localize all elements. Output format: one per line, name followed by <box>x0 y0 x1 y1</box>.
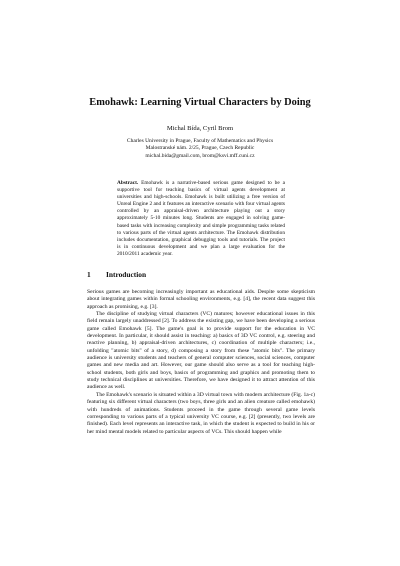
section-number: 1 <box>87 270 91 279</box>
body-text <box>87 289 315 436</box>
section-title: Introduction <box>106 270 147 279</box>
abstract <box>117 180 285 258</box>
paragraph: Serious games are becoming increasingly important as educational aids. Despite some skepticism about integrating games within formal schooling environments, e.g. [4], the recent data suggest this approach as promising, e.g. [3]. <box>87 289 315 310</box>
affiliation-line: Malostranské nám. 2/25, Prague, Czech Republic <box>145 145 255 152</box>
affiliation-line: Charles University in Prague, Faculty of Mathematics and Physics <box>126 138 274 144</box>
section-heading <box>87 270 146 279</box>
affiliation-block <box>0 138 400 160</box>
paragraph: The discipline of studying virtual characters (VC) matures; however educational issues in this field remain largely unaddressed [2]. To address the existing gap, we have been developing a serious game called Emohawk [5]. The game's goal is to provide support for the education in VC development. In particular, it should assist in teaching: a) basics of 3D VC control, e.g. steering and reactive planning, b) appraisal-driven architectures, c) coordination of multiple characters; i.e., unfolding "atomic bits" of a story, d) composing a story from these "atomic bits". The primary audience is university students and teachers of general computer sciences, social sciences, computer games and new media and art. However, our game should also serve as a tool for teaching high-school students, both girls and boys, basics of programming and graphics and promoting them to study technical disciplines at universities. Therefore, we have designed it to attract attention of this audience as well. <box>87 311 315 391</box>
paragraph: The Emohawk's scenario is situated within a 3D virtual town with modern architecture (Fig. 1a-c) featuring six different virtual characters (two boys, three girls and an alien creature called emohawk) with hundreds of animations. Students proceed in the game through several game levels corresponding to various parts of a typical university VC course, e.g. [2] (presently, two levels are finished). Each level represents an interactive task, in which the student is expected to build in his or her mind mental models related to particular aspects of VCs. This should happen while <box>87 391 315 435</box>
paper-title: Emohawk: Learning Virtual Characters by Doing <box>89 97 311 108</box>
abstract-text: Emohawk is a narrative-based serious game designed to be a supportive tool for teaching basics of virtual agents development at universities and high-schools. Emohawk is built utilizing a free version of Unreal Engine 2 and it features an interactive scenario with four virtual agents controlled by an appraisal-driven architecture playing out a story approximately 5-10 minutes long. Students are engaged in solving game-based tasks with increasing complexity and simple programming tasks related to various parts of the virtual agents architecture. The Emohawk distribution includes documentation, graphical debugging tools and tutorials. The project is in continuous development and we plan a large evaluation for the 2010/2011 academic year. <box>117 180 285 257</box>
author-list: Michal Bída, Cyril Brom <box>166 125 234 132</box>
abstract-label: Abstract. <box>117 180 139 186</box>
email-line: michal.bida@gmail.com, brom@ksvi.mff.cuni.cz <box>145 152 255 159</box>
